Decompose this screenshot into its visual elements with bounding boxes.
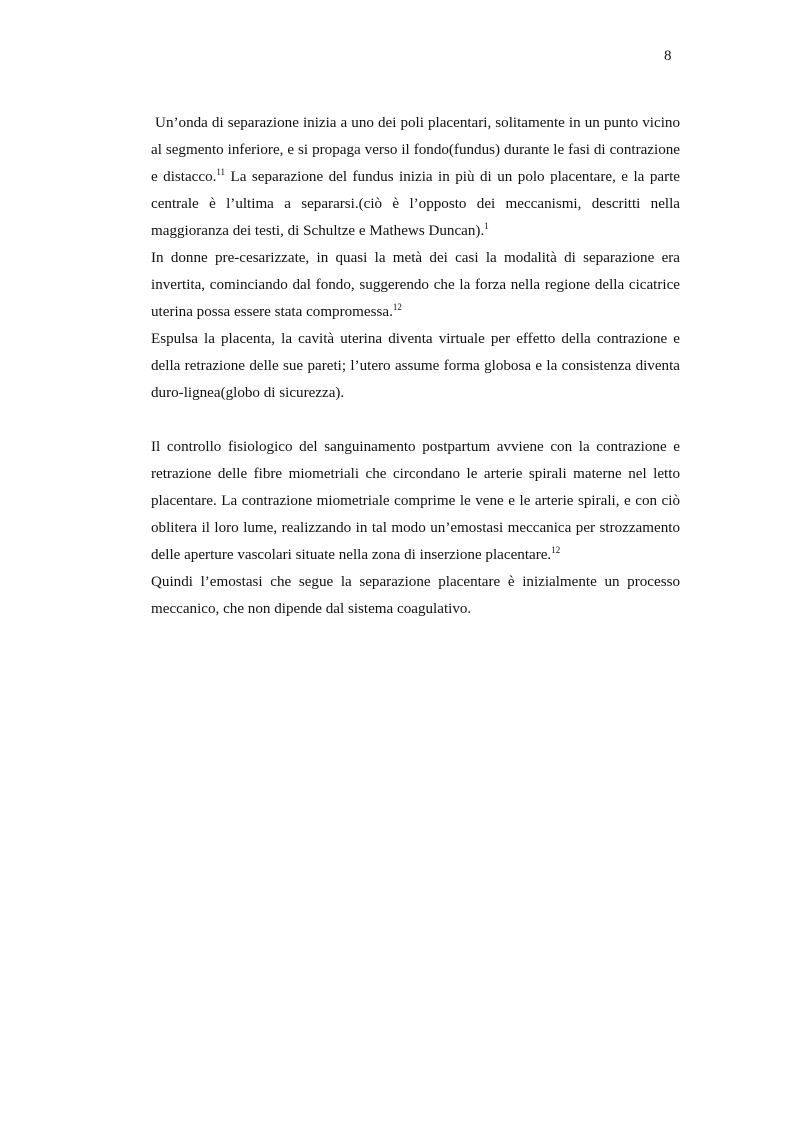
paragraph-text: Espulsa la placenta, la cavità uterina diventa virtuale per effetto della contrazione e della retrazione delle sue pareti; l’utero assume forma globosa e la consistenza diventa duro-lignea(globo di sicurezza). xyxy=(151,331,680,401)
paragraph-text: Un’onda di separazione inizia a uno dei poli placentari, solitamente in un punto vicino al segmento inferiore, e si propaga verso il fondo(fundus) durante le fasi di contrazione e distacco. xyxy=(151,115,680,185)
paragraph-gap xyxy=(151,407,680,434)
footnote-ref: 1 xyxy=(484,221,489,231)
paragraph-text: Quindi l’emostasi che segue la separazione placentare è inizialmente un processo meccanico, che non dipende dal sistema coagulativo. xyxy=(151,574,680,617)
paragraph-text: Il controllo fisiologico del sanguinamento postpartum avviene con la contrazione e retrazione delle fibre miometriali che circondano le arterie spirali materne nel letto placentare. La contrazione miometriale comprime le vene e le arterie spirali, e con ciò oblitera il loro lume, realizzando in tal modo un’emostasi meccanica per strozzamento delle aperture vascolari situate nella zona di inserzione placentare. xyxy=(151,439,680,563)
footnote-ref: 11 xyxy=(216,167,226,177)
paragraph-physiological-control xyxy=(151,434,680,569)
body-text xyxy=(151,110,680,623)
footnote-ref: 12 xyxy=(392,302,402,312)
page-number: 8 xyxy=(664,48,672,64)
paragraph-hemostasis xyxy=(151,569,680,623)
paragraph-placenta-expulsion xyxy=(151,326,680,407)
paragraph-pre-cesarean xyxy=(151,245,680,326)
paragraph-text: In donne pre-cesarizzate, in quasi la metà dei casi la modalità di separazione era invertita, cominciando dal fondo, suggerendo che la forza nella regione della cicatrice uterina possa essere stata compromessa. xyxy=(151,250,680,320)
footnote-ref: 12 xyxy=(551,545,561,555)
paragraph-text: La separazione del fundus inizia in più di un polo placentare, e la parte centrale è l’ultima a separarsi.(ciò è l’opposto dei meccanismi, descritti nella maggioranza dei testi, di Schultze e Mathews Duncan). xyxy=(151,169,680,239)
paragraph-separation-wave xyxy=(151,110,680,245)
